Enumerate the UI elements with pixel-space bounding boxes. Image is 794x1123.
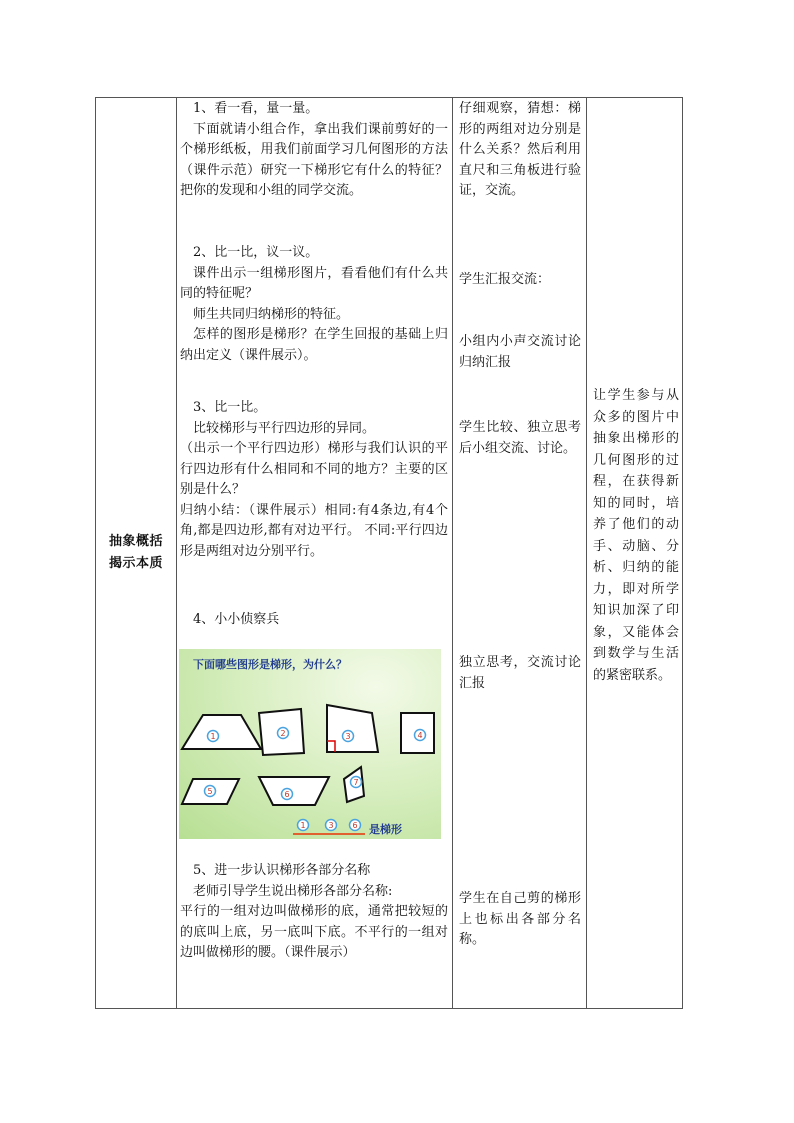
section-paragraph: （出示一个平行四边形）梯形与我们认识的平行四边形有什么相同和不同的地方？主要的区别是什么？ xyxy=(180,441,448,497)
section-heading: 2、比一比，议一议。 xyxy=(193,245,319,260)
answer-number: 3 xyxy=(328,821,334,830)
answer-number: 6 xyxy=(352,821,358,830)
shape-1 xyxy=(182,715,261,749)
section-heading: 1、看一看，量一量。 xyxy=(193,101,319,116)
section-paragraph: 怎样的图形是梯形？在学生回报的基础上归纳出定义（课件展示）。 xyxy=(180,327,448,363)
student-activity-3 xyxy=(459,418,581,459)
section-heading: 5、进一步认识梯形各部分名称 xyxy=(193,863,371,878)
answer-label: 是梯形 xyxy=(369,823,402,836)
student-activity-text: 独立思考，交流讨论汇报 xyxy=(459,655,581,691)
section-paragraph: 归纳小结：（课件展示）相同:有4条边,有4个角,都是四边形,都有对边平行。 不同:平行四边形是两组对边分别平行。 xyxy=(180,502,448,559)
student-activity-2 xyxy=(459,270,581,291)
section-3 xyxy=(180,398,448,562)
shape-number: 1 xyxy=(210,732,216,741)
shape-number: 5 xyxy=(207,787,213,796)
design-intent xyxy=(593,385,679,686)
column-divider xyxy=(176,98,177,1008)
stage-label-line: 抽象概括 xyxy=(108,534,163,549)
slide-title: 下面哪些图形是梯形，为什么？ xyxy=(193,658,347,671)
section-paragraph: 老师引导学生说出梯形各部分名称: xyxy=(193,883,393,899)
section-1 xyxy=(180,99,448,202)
column-divider xyxy=(452,98,453,1008)
student-activity-2b xyxy=(459,332,581,373)
section-paragraph: 课件出示一组梯形图片，看看他们有什么共同的特征呢？ xyxy=(180,265,448,301)
student-activity-1 xyxy=(459,99,581,202)
shape-number: 4 xyxy=(417,731,423,740)
section-paragraph: 比较梯形与平行四边形的异同。 xyxy=(193,420,376,436)
design-intent-text: 让学生参与从众多的图片中抽象出梯形的几何图形的过程，在获得新知的同时，培养了他们的动手、动脑、分析、归纳的能力，即对所学知识加深了印象，又能体会到数学与生活的紧密联系。 xyxy=(593,388,679,683)
shape-number: 3 xyxy=(345,732,351,741)
section-2 xyxy=(180,243,448,366)
column-divider xyxy=(586,98,587,1008)
answer-number: 1 xyxy=(300,821,306,830)
stage-label xyxy=(109,531,163,575)
shape-number: 6 xyxy=(284,790,290,799)
slide-shapes xyxy=(179,649,441,839)
stage-cell xyxy=(96,98,176,1008)
student-activity-4 xyxy=(459,653,581,694)
student-activity-text: 学生汇报交流： xyxy=(459,272,551,287)
student-activity-text: 学生在自己剪的梯形上也标出各部分名称。 xyxy=(459,891,581,947)
student-activity-text: 小组内小声交流讨论归纳汇报 xyxy=(459,334,581,370)
shape-number: 7 xyxy=(353,778,359,787)
section-5 xyxy=(180,861,448,964)
student-activity-text: 学生比较、独立思考后小组交流、讨论。 xyxy=(459,420,581,456)
shape-number: 2 xyxy=(280,729,286,738)
section-4 xyxy=(180,610,448,631)
student-activity-text: 仔细观察，猜想：梯形的两组对边分别是什么关系？然后利用直尺和三角板进行验证，交流。 xyxy=(459,101,581,198)
shape-6 xyxy=(259,777,329,805)
answer-badges xyxy=(293,820,365,835)
section-paragraph: 下面就请小组合作，拿出我们课前剪好的一个梯形纸板，用我们前面学习几何图形的方法（课件示范）研究一下梯形它有什么的特征？把你的发现和小组的同学交流。 xyxy=(180,121,448,198)
lesson-table xyxy=(95,97,683,1009)
section-paragraph: 师生共同归纳梯形的特征。 xyxy=(193,306,350,322)
student-activity-5 xyxy=(459,889,581,951)
trapezoid-quiz-slide xyxy=(179,649,441,839)
section-paragraph: 平行的一组对边叫做梯形的底，通常把较短的的底叫上底，另一底叫下底。不平行的一组对边叫做梯形的腰。（课件展示） xyxy=(180,904,448,960)
stage-label-line: 揭示本质 xyxy=(108,556,163,571)
section-heading: 3、比一比。 xyxy=(193,400,267,415)
section-heading: 4、小小侦察兵 xyxy=(193,612,280,627)
